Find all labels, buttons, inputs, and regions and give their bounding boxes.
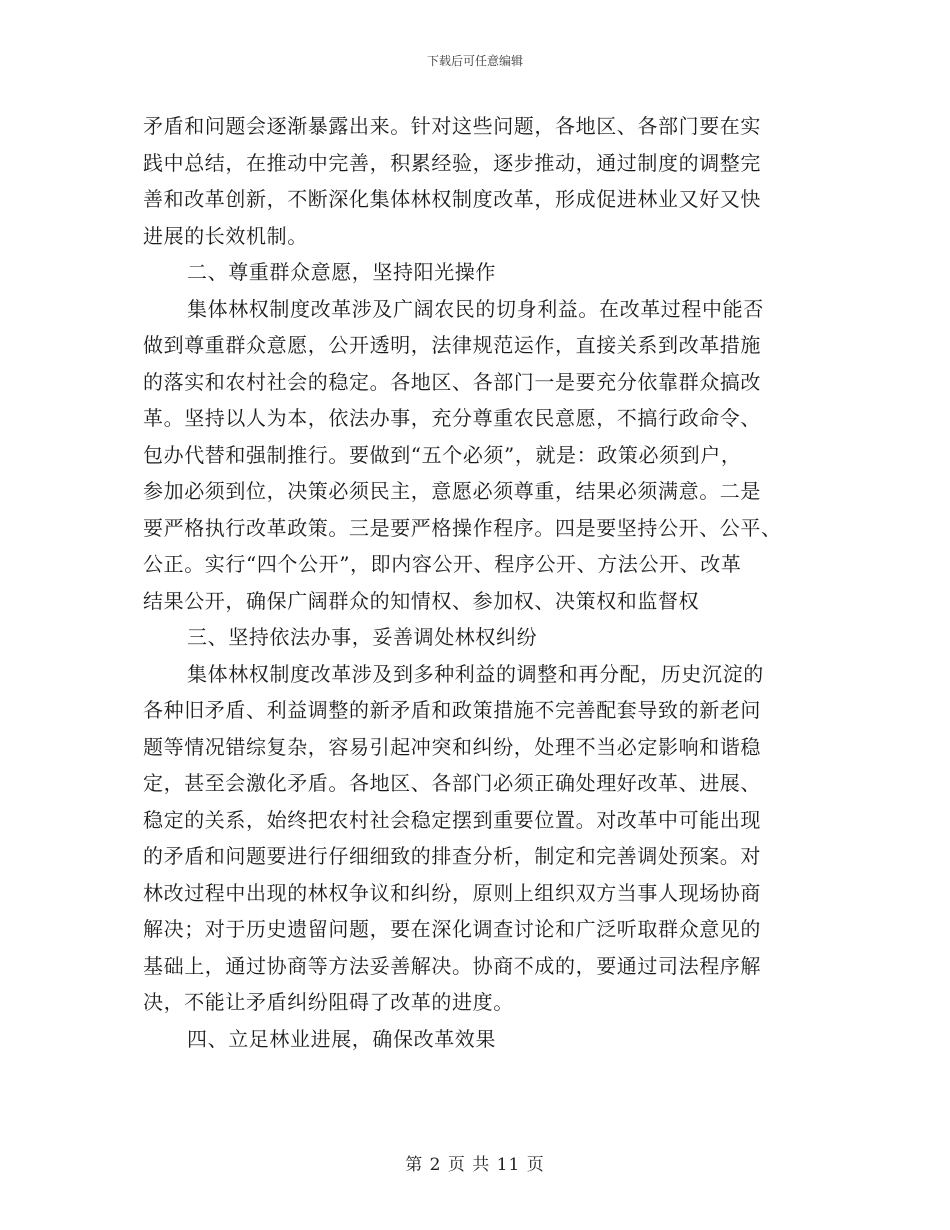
text-line: 集体林权制度改革涉及到多种利益的调整和再分配，历史沉淀的 (187, 661, 764, 686)
text-line: 三、坚持依法办事，妥善调处林权纠纷 (187, 625, 538, 649)
document-body (143, 108, 813, 1057)
text-line: 基础上，通过协商等方法妥善解决。协商不成的，要通过司法程序解 (143, 953, 761, 978)
page-header-note: 下载后可任意编辑 (426, 54, 523, 68)
text-line: 题等情况错综复杂，容易引起冲突和纠纷，处理不当必定影响和谐稳 (143, 734, 761, 759)
text-line: 做到尊重群众意愿，公开透明，法律规范运作，直接关系到改革措施 (143, 333, 761, 357)
text-line: 二、尊重群众意愿，坚持阳光操作 (187, 260, 496, 284)
text-line: 集体林权制度改革涉及广阔农民的切身利益。在改革过程中能否 (187, 296, 764, 321)
text-line: 决，不能让矛盾纠纷阻碍了改革的进度。 (143, 990, 514, 1014)
text-line: 的矛盾和问题要进行仔细细致的排查分析，制定和完善调处预案。对 (143, 844, 761, 868)
text-line: 林改过程中出现的林权争议和纠纷，原则上组织双方当事人现场协商 (143, 880, 761, 905)
text-line: 稳定的关系，始终把农村社会稳定摆到重要位置。对改革中可能出现 (143, 807, 761, 832)
text-line: 定，甚至会激化矛盾。各地区、各部门必须正确处理好改革、进展、 (143, 771, 761, 795)
text-line: 四、立足林业进展，确保改革效果 (187, 1026, 496, 1051)
text-line: 公正。实行“四个公开”，即内容公开、程序公开、方法公开、改革 (143, 552, 742, 576)
page-number-footer: 第 2 页 共 11 页 (405, 1155, 545, 1175)
text-line: 的落实和农村社会的稳定。各地区、各部门一是要充分依靠群众搞改 (143, 369, 761, 394)
text-line: 矛盾和问题会逐渐暴露出来。针对这些问题，各地区、各部门要在实 (143, 114, 761, 138)
text-line: 解决；对于历史遗留问题，要在深化调查讨论和广泛听取群众意见的 (143, 917, 761, 941)
text-line: 各种旧矛盾、利益调整的新矛盾和政策措施不完善配套导致的新老问 (143, 698, 761, 722)
text-line: 革。坚持以人为本，依法办事，充分尊重农民意愿，不搞行政命令、 (143, 406, 761, 430)
text-line: 善和改革创新，不断深化集体林权制度改革，形成促进林业又好又快 (143, 187, 761, 211)
text-line: 进展的长效机制。 (143, 223, 308, 248)
text-line: 参加必须到位，决策必须民主，意愿必须尊重，结果必须满意。二是 (143, 479, 761, 503)
text-line: 包办代替和强制推行。要做到“五个必须”，就是：政策必须到户， (143, 442, 742, 467)
text-line: 要严格执行改革政策。三是要严格操作程序。四是要坚持公开、公平、 (143, 515, 782, 540)
text-line: 结果公开，确保广阔群众的知情权、参加权、决策权和监督权 (143, 588, 700, 613)
text-line: 践中总结，在推动中完善，积累经验，逐步推动，通过制度的调整完 (143, 150, 761, 175)
